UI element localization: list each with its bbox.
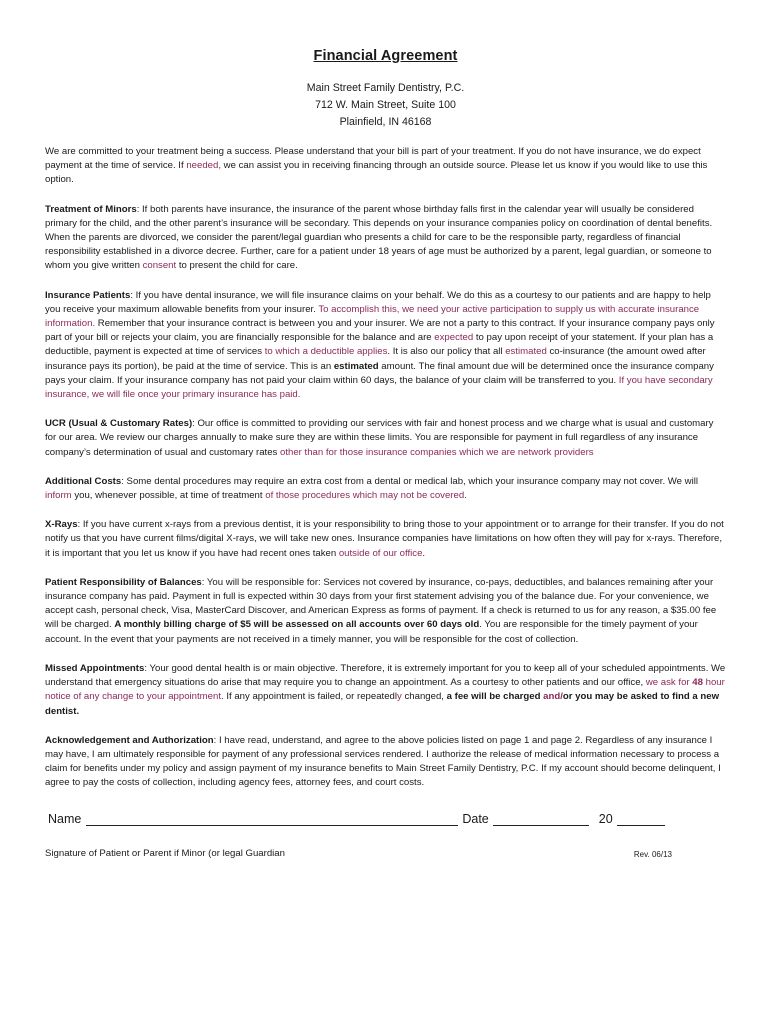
section-highlight: we ask for [645,677,693,689]
section-heading: Treatment of Minors [45,203,137,215]
section-text: Remember that your insurance contract is between you and your insurer. We are not a party to this contract. If your insurance company pays only part of your bill or rejects your claim, you are financially responsible for the balance and are [45,318,715,344]
section-text: amount. The final amount due will be determined once the insurance company pays your claim. If your insurance company has not paid your claim within 60 days, the balance of your claim will be transferred to you. [45,360,714,386]
section-text: : Some dental procedures may require an extra cost from a dental or medical lab, which your insurance company may not cover. We will [121,475,699,487]
practice-name: Main Street Family Dentistry, P.C. [306,82,465,94]
section-text: : I have read, understand, and agree to the above policies listed on page 1 and page 2. Regardless of any insurance I may have, I am ultimately responsible for payment of any professional services rendered. I authorize the release of medical information necessary to process a claim for benefits under my policy and assign payment of my insurance benefits to Main Street Family Dentistry, P.C. If my account should become delinquent, I agree to pay the costs of collection, including agency fees, attorney fees, and court costs. [45,734,721,789]
section-highlight: To accomplish this, we need your active participation to supply us with accurate insurance information. [45,303,700,330]
section-text: : If you have dental insurance, we will file insurance claims on your behalf. We do this as a courtesy to our patients and are happy to help you receive your maximum allowable benefits from your insurer. [45,289,711,315]
section-text: to pay upon receipt of your statement. If your plan has a deductible, payment is expected at time of services [45,332,714,358]
section-text: co-insurance (the amount owed after insurance pays its portion), be paid at the time of service. This is an [45,346,706,372]
additional-costs-section [45,475,726,503]
section-highlight: of those procedures which may not be covered. [265,490,467,502]
section-heading: Missed Appointments [45,662,145,674]
missed-appointments-section [45,662,726,719]
ucr-section [45,417,726,460]
intro-paragraph [45,145,726,188]
section-bold: estimated [333,360,379,372]
year-prefix: 20 [598,811,613,826]
section-heading: Patient Responsibility of Balances [45,576,202,588]
section-highlight: to which a deductible applies [264,346,388,358]
document-title: Financial Agreement [313,48,458,64]
section-text: : You will be responsible for: Services not covered by insurance, co-pays, deductibles, and balances remaining after your insurance company has paid. Payment in full is expected within 30 days from your first statement advising you of the balance due. For your convenience, we accept cash, personal check, Visa, MasterCard Discover, and American Express as forms of payment. If a check is returned to us for any reason, a $35.00 fee will be charged. [45,576,717,631]
date-field[interactable] [493,811,589,826]
practice-city: Plainfield, IN 46168 [339,116,432,128]
section-bold: a fee will be charged [446,691,544,703]
section-highlight: expected [434,332,474,344]
section-highlight: other than for those insurance companies which we are network providers [280,446,594,458]
section-highlight: consent [142,260,177,272]
name-label: Name [48,811,82,826]
section-text: . It is also our policy that all [387,346,506,358]
section-bold: A monthly billing charge of $5 will be assessed on all accounts over 60 days old [114,619,480,631]
acknowledgement-section [45,734,726,791]
section-highlight: hour notice of any change to your appointment [45,677,725,703]
section-heading: Additional Costs [45,475,122,487]
section-text: . If any appointment is failed, or repeatedl [221,691,398,703]
section-highlight: inform [45,490,72,502]
section-heading: Insurance Patients [45,289,131,301]
intro-text: We are committed to your treatment being a success. Please understand that your bill is part of your treatment. If you do not have insurance, we do expect payment at the time of service. If [45,146,701,172]
practice-street: 712 W. Main Street, Suite 100 [315,99,456,111]
section-highlight: y [397,691,402,703]
signature-caption: Signature of Patient or Parent if Minor (or legal Guardian [45,847,285,859]
section-text: : Your good dental health is or main objective. Therefore, it is extremely important for you to keep all of your scheduled appointments. We understand that emergency situations do arise that may require you to change an appointment. As a courtesy to other patients and our office, [45,662,726,689]
section-highlight: outside of our office [338,547,423,559]
section-text: : Our office is committed to providing our services with fair and honest process and we charge what is usual and customary for our area. We review our charges annually to make sure they are within these limits. You are responsible for payment in full regardless of any insurance company’s determination of usual and customary rates [45,418,714,458]
section-heading: UCR (Usual & Customary Rates) [45,418,193,430]
section-text: : If both parents have insurance, the insurance of the parent whose birthday falls first in the calendar year will usually be considered primary for the child, and the other parent’s insurance will be secondary. This depends on your insurance companies policy on coordination of dental benefits. When the parents are divorced, we consider the parent/legal guardian who presents a child for care to be the responsible party, regardless of financial responsibility established in a divorce decree. Further, care for a patient under 18 years of age must be authorized by a parent, legal guardian, or someone to whom you give written [45,203,713,272]
section-highlight-bold: and/ [543,691,563,703]
section-heading: Acknowledgement and Authorization [45,734,214,746]
insurance-patients-section [45,289,726,403]
section-text: to present the child for care. [176,260,298,272]
section-highlight: estimated [505,346,547,358]
section-highlight-bold: 48 [692,677,703,689]
intro-text: we can assist you in receiving financing through an outside source. Please let us know if you would like to use this option. [45,160,708,186]
signature-line [48,811,726,826]
section-highlight: If you have secondary insurance, we will file once your primary insurance has paid. [45,374,713,401]
x-rays-section [45,518,726,561]
name-field[interactable] [86,811,458,826]
date-label: Date [462,811,489,826]
revision-label: Rev. 06/13 [633,849,672,859]
section-text: changed, [401,691,447,703]
year-field[interactable] [617,811,665,826]
section-text: : If you have current x-rays from a previous dentist, it is your responsibility to bring those to your appointment or to arrange for their transfer. If you do not notify us that you have current films/digital X-rays, we will take new ones. Insurance companies have limitations on how often they will pay for x-rays. Therefore, it is important that you let us know if you have had recent ones taken [45,519,724,559]
section-bold: or you may be asked to find a new dentist. [45,691,720,717]
section-text: . You are responsible for the timely payment of your account. In the event that your payments are not received in a timely manner, you will be responsible for the cost of collection. [45,619,698,645]
signature-footer [45,848,726,859]
practice-address [45,80,726,131]
balances-section [45,576,726,647]
treatment-of-minors-section [45,203,726,274]
section-text: . [422,547,426,559]
section-text: you, whenever possible, at time of treatment [71,490,266,502]
intro-highlight: needed, [186,160,221,172]
section-heading: X-Rays [45,519,78,531]
